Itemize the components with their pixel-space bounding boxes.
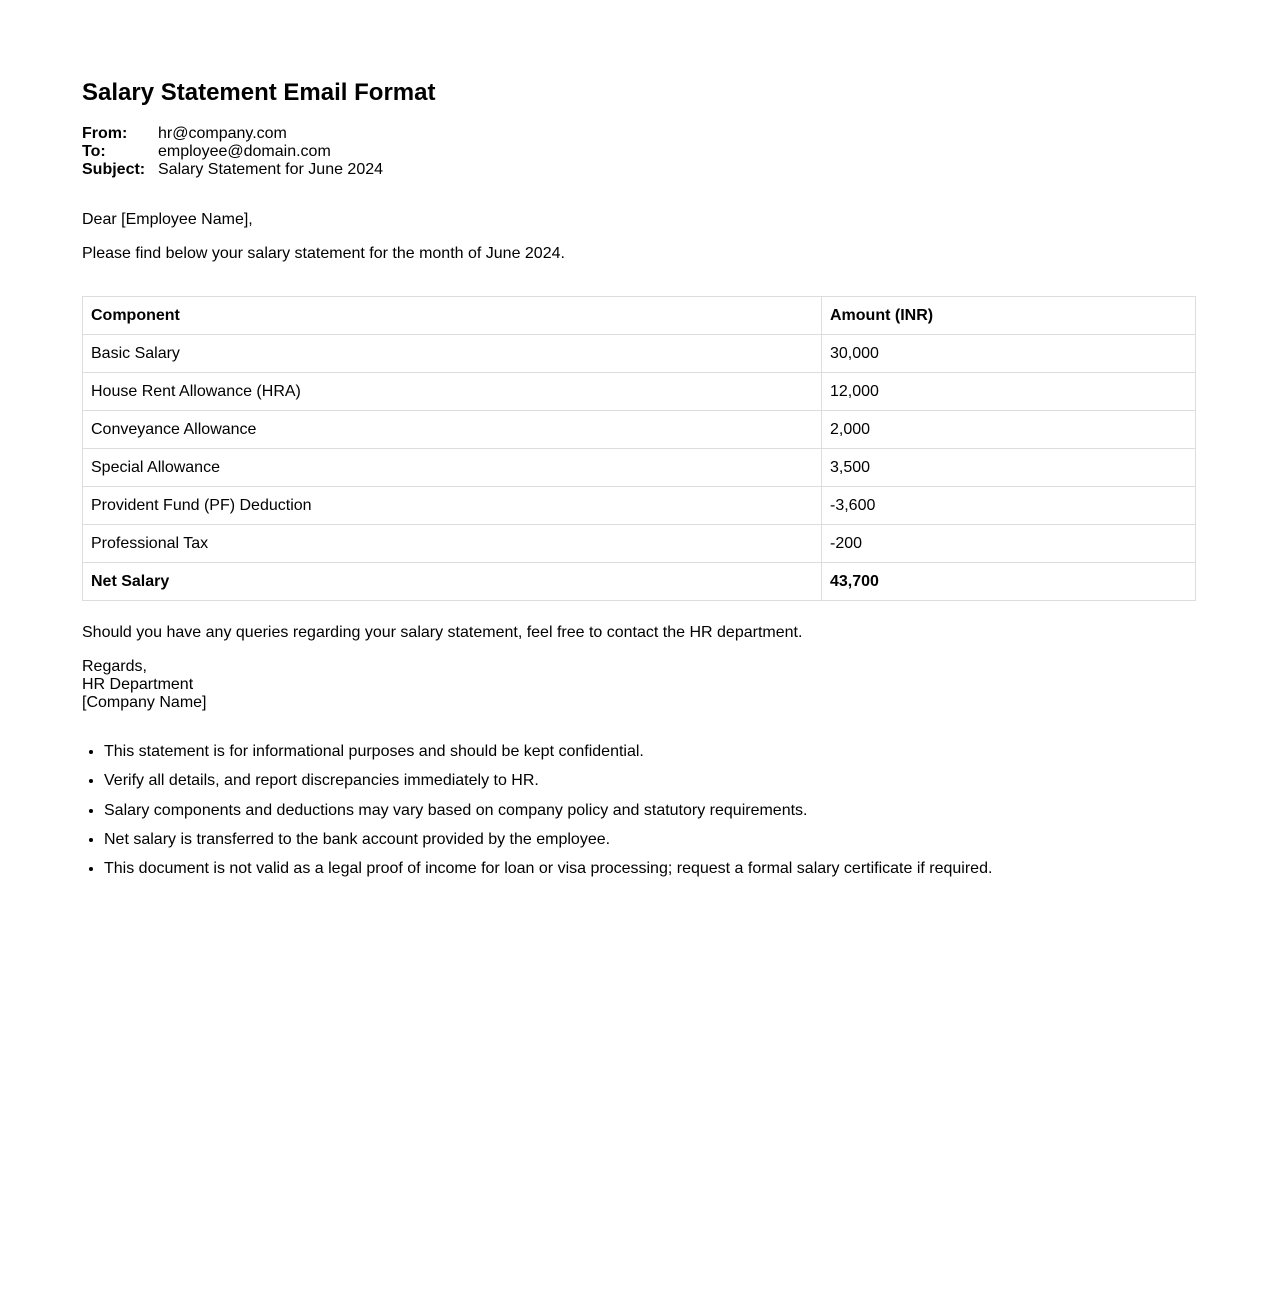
subject-value: Salary Statement for June 2024 bbox=[158, 161, 384, 178]
to-row bbox=[82, 143, 383, 161]
column-header-amount: Amount (INR) bbox=[822, 297, 1196, 335]
component-cell: Professional Tax bbox=[83, 525, 822, 563]
intro-text: Please find below your salary statement for the month of June 2024. bbox=[82, 245, 565, 262]
net-salary-label: Net Salary bbox=[83, 563, 822, 601]
amount-cell: 12,000 bbox=[822, 373, 1196, 411]
table-row bbox=[83, 373, 1196, 411]
from-row bbox=[82, 125, 383, 143]
signoff-department: HR Department bbox=[82, 676, 194, 693]
table-row bbox=[83, 335, 1196, 373]
salary-table bbox=[82, 296, 1196, 601]
table-row bbox=[83, 411, 1196, 449]
component-cell: Basic Salary bbox=[83, 335, 822, 373]
signoff bbox=[82, 658, 1196, 712]
list-item: • This document is not valid as a legal proof of income for loan or visa processing; request a formal salary certificate if required. bbox=[104, 860, 1196, 878]
table-row bbox=[83, 525, 1196, 563]
component-cell: House Rent Allowance (HRA) bbox=[83, 373, 822, 411]
component-cell: Provident Fund (PF) Deduction bbox=[83, 487, 822, 525]
page-title: Salary Statement Email Format bbox=[82, 79, 436, 106]
email-document bbox=[82, 78, 1196, 889]
net-salary-row bbox=[83, 563, 1196, 601]
signoff-company: [Company Name] bbox=[82, 694, 207, 711]
from-value: hr@company.com bbox=[158, 125, 287, 142]
table-row bbox=[83, 449, 1196, 487]
signoff-regards: Regards, bbox=[82, 658, 147, 675]
closing-text: Should you have any queries regarding your salary statement, feel free to contact the HR department. bbox=[82, 624, 803, 641]
subject-label: Subject: bbox=[82, 161, 146, 178]
table-row bbox=[83, 487, 1196, 525]
component-cell: Special Allowance bbox=[83, 449, 822, 487]
amount-cell: 3,500 bbox=[822, 449, 1196, 487]
component-cell: Conveyance Allowance bbox=[83, 411, 822, 449]
greeting: Dear [Employee Name], bbox=[82, 211, 253, 228]
to-value: employee@domain.com bbox=[158, 143, 331, 160]
list-item: • This statement is for informational purposes and should be kept confidential. bbox=[104, 743, 1196, 761]
amount-cell: 2,000 bbox=[822, 411, 1196, 449]
amount-cell: 30,000 bbox=[822, 335, 1196, 373]
table-header-row bbox=[83, 297, 1196, 335]
amount-cell: -3,600 bbox=[822, 487, 1196, 525]
email-header bbox=[82, 125, 383, 179]
net-salary-amount: 43,700 bbox=[822, 563, 1196, 601]
list-item: • Salary components and deductions may vary based on company policy and statutory requirements. bbox=[104, 802, 1196, 820]
amount-cell: -200 bbox=[822, 525, 1196, 563]
subject-row bbox=[82, 161, 383, 179]
list-item: • Verify all details, and report discrepancies immediately to HR. bbox=[104, 772, 1196, 790]
notes-list bbox=[82, 743, 1196, 878]
to-label: To: bbox=[82, 143, 106, 160]
list-item: • Net salary is transferred to the bank account provided by the employee. bbox=[104, 831, 1196, 849]
from-label: From: bbox=[82, 125, 128, 142]
column-header-component: Component bbox=[83, 297, 822, 335]
